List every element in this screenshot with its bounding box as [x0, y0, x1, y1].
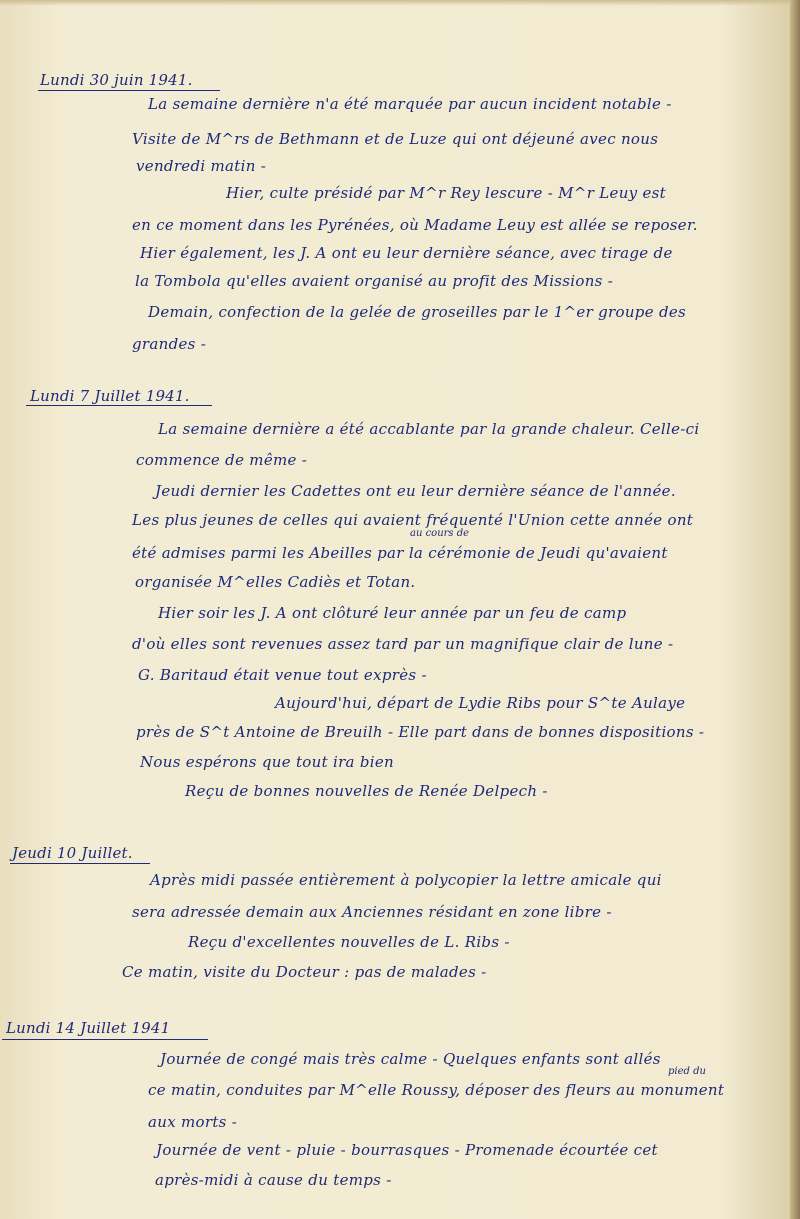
entry-line: grandes - [132, 335, 207, 353]
entry-line: G. Baritaud était venue tout exprès - [138, 666, 427, 684]
date-underline [26, 405, 212, 406]
entry-line: commence de même - [136, 451, 308, 469]
entry-line: près de S^t Antoine de Breuilh - Elle part dans de bonnes dispositions - [136, 723, 705, 741]
handwritten-insertion: pied du [668, 1066, 706, 1077]
entry-line: d'où elles sont revenues assez tard par un magnifique clair de lune - [132, 635, 674, 653]
entry-line: Ce matin, visite du Docteur : pas de malades - [122, 963, 487, 981]
entry-line: Reçu de bonnes nouvelles de Renée Delpech - [185, 782, 548, 800]
entry-line: Reçu d'excellentes nouvelles de L. Ribs - [188, 933, 510, 951]
entry-date: Lundi 14 Juillet 1941 [6, 1019, 171, 1037]
handwritten-insertion: au cours de [410, 528, 470, 539]
entry-line: organisée M^elles Cadiès et Totan. [135, 573, 416, 591]
entry-line: été admises parmi les Abeilles par la cérémonie de Jeudi qu'avaient [132, 544, 668, 562]
entry-line: Journée de vent - pluie - bourrasques - Promenade écourtée cet [156, 1141, 658, 1159]
entry-date: Lundi 7 Juillet 1941. [30, 387, 190, 405]
page-top-edge [0, 0, 800, 6]
entry-line: Les plus jeunes de celles qui avaient fréquenté l'Union cette année ont [132, 511, 694, 529]
entry-line: Nous espérons que tout ira bien [140, 753, 395, 771]
entry-line: ce matin, conduites par M^elle Roussy, déposer des fleurs au monument [148, 1081, 725, 1099]
entry-line: La semaine dernière n'a été marquée par aucun incident notable - [148, 95, 672, 113]
entry-line: la Tombola qu'elles avaient organisé au profit des Missions - [135, 272, 614, 290]
date-underline [38, 90, 220, 91]
page-right-edge [790, 0, 800, 1219]
entry-line: Jeudi dernier les Cadettes ont eu leur dernière séance de l'année. [155, 482, 676, 500]
entry-line: Hier, culte présidé par M^r Rey lescure - M^r Leuy est [226, 184, 666, 202]
entry-line: La semaine dernière a été accablante par la grande chaleur. Celle-ci [158, 420, 700, 438]
date-underline [10, 863, 150, 864]
entry-line: après-midi à cause du temps - [155, 1171, 392, 1189]
entry-line: Aujourd'hui, départ de Lydie Ribs pour S^te Aulaye [275, 694, 686, 712]
entry-line: Après midi passée entièrement à polycopier la lettre amicale qui [150, 871, 662, 889]
entry-date: Jeudi 10 Juillet. [12, 844, 133, 862]
entry-line: en ce moment dans les Pyrénées, où Madame Leuy est allée se reposer. [132, 216, 698, 234]
entry-line: aux morts - [148, 1113, 238, 1131]
entry-line: Hier soir les J. A ont clôturé leur année par un feu de camp [158, 604, 627, 622]
entry-line: sera adressée demain aux Anciennes résidant en zone libre - [132, 903, 612, 921]
entry-line: Hier également, les J. A ont eu leur dernière séance, avec tirage de [140, 244, 673, 262]
entry-line: Demain, confection de la gelée de groseilles par le 1^er groupe des [148, 303, 687, 321]
entry-line: Visite de M^rs de Bethmann et de Luze qui ont déjeuné avec nous [132, 130, 659, 148]
entry-line: vendredi matin - [136, 157, 267, 175]
entry-line: Journée de congé mais très calme - Quelques enfants sont allés [160, 1050, 661, 1068]
date-underline [2, 1039, 208, 1040]
entry-date: Lundi 30 juin 1941. [40, 71, 193, 89]
